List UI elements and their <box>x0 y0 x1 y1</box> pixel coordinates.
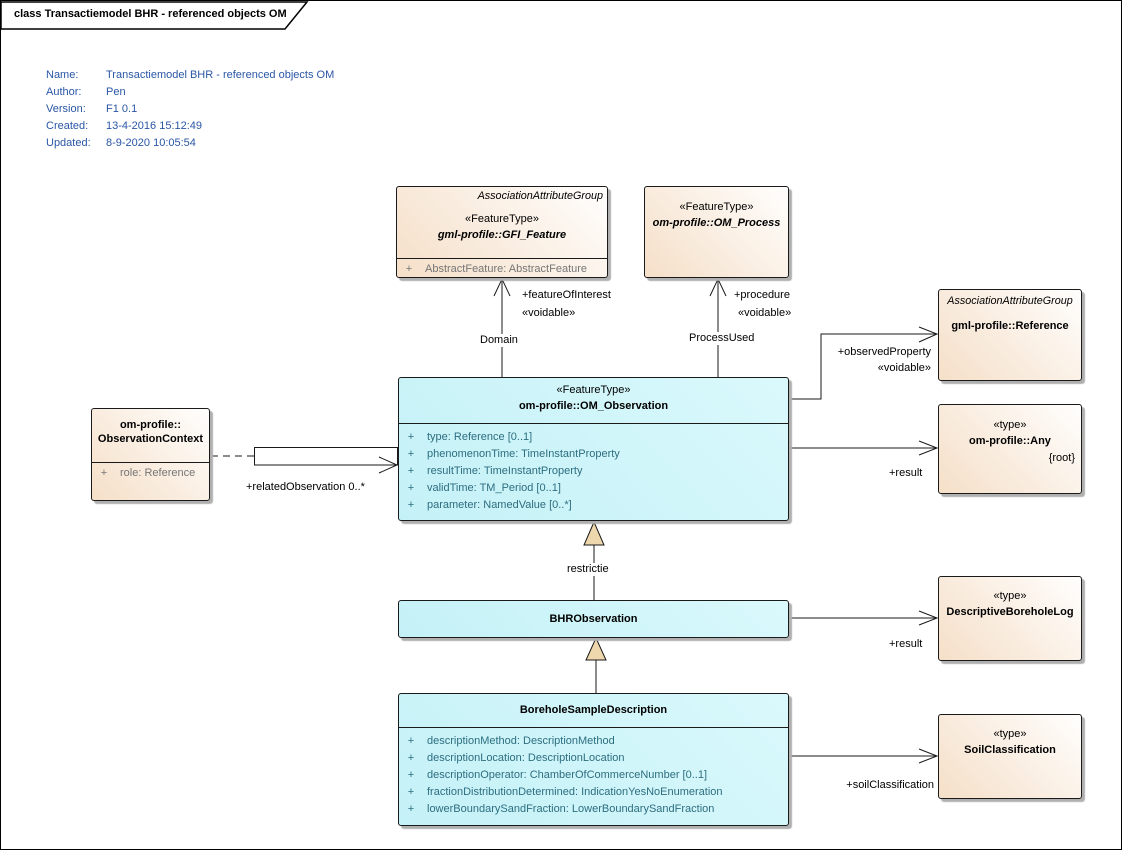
generalization-label-restrictie: restrictie <box>567 563 609 575</box>
attribute-row <box>399 446 788 463</box>
attribute-row <box>399 784 788 801</box>
attribute-text: fractionDistributionDetermined: IndicationYesNoEnumeration <box>427 786 723 798</box>
role-label-related-observation: +relatedObservation 0..* <box>246 481 365 493</box>
attribute-text: validTime: TM_Period [0..1] <box>427 482 561 494</box>
attribute-visibility: + <box>100 467 108 479</box>
association-name-process-used: ProcessUsed <box>689 332 755 344</box>
attribute-visibility: + <box>407 769 415 781</box>
association-feature-of-interest[interactable] <box>494 279 510 377</box>
association-soil-classification[interactable] <box>789 749 937 763</box>
metadata-row <box>46 67 334 84</box>
diagram-frame-title: class Transactiemodel BHR - referenced objects OM <box>14 8 287 20</box>
generalization-restrictie[interactable] <box>584 522 604 600</box>
association-result-observation[interactable] <box>789 441 937 455</box>
class-name: om-profile::OM_Observation <box>518 400 669 412</box>
class-name-line1: om-profile:: <box>119 419 182 431</box>
diagram-metadata <box>46 67 334 152</box>
attribute-text: phenomenonTime: TimeInstantProperty <box>427 448 620 460</box>
attribute-visibility: + <box>407 786 415 798</box>
role-label-procedure: +procedure <box>734 289 790 301</box>
attribute-text: type: Reference [0..1] <box>427 431 533 443</box>
metadata-row <box>46 101 334 118</box>
metadata-value: Transactiemodel BHR - referenced objects OM <box>106 69 335 81</box>
attribute-row <box>399 767 788 784</box>
class-borehole-sample-description[interactable] <box>398 693 789 826</box>
metadata-label: Created: <box>46 120 89 132</box>
attribute-row <box>399 480 788 497</box>
metadata-label: Name: <box>46 69 79 81</box>
metadata-value: 8-9-2020 10:05:54 <box>106 137 196 149</box>
attribute-visibility: + <box>407 752 415 764</box>
attribute-visibility: + <box>407 499 415 511</box>
class-annotation: AssociationAttributeGroup <box>477 190 603 202</box>
class-stereotype: «FeatureType» <box>465 213 539 225</box>
metadata-label: Author: <box>46 86 82 98</box>
class-stereotype: «type» <box>993 728 1027 740</box>
attribute-visibility: + <box>407 803 415 815</box>
attribute-row <box>399 750 788 767</box>
role-label-soil-classification: +soilClassification <box>846 779 934 791</box>
attribute-row <box>92 463 209 483</box>
attribute-text: descriptionLocation: DescriptionLocation <box>427 752 625 764</box>
class-annotation: AssociationAttributeGroup <box>947 295 1073 307</box>
role-label-result: +result <box>889 467 923 479</box>
class-om-any[interactable] <box>938 404 1082 494</box>
class-name: om-profile::OM_Process <box>652 217 781 229</box>
class-gml-reference[interactable] <box>938 289 1082 381</box>
attribute-row <box>399 429 788 446</box>
attribute-text: lowerBoundarySandFraction: LowerBoundarySandFraction <box>427 803 715 815</box>
attribute-text: resultTime: TimeInstantProperty <box>427 465 583 477</box>
stereotype-label-voidable: «voidable» <box>522 307 576 319</box>
attribute-row <box>399 801 788 818</box>
attribute-visibility: + <box>407 431 415 443</box>
attribute-row <box>399 733 788 750</box>
attribute-row <box>399 497 788 514</box>
class-bhr-observation[interactable] <box>398 600 789 638</box>
class-stereotype: «type» <box>993 419 1027 431</box>
metadata-row <box>46 118 334 135</box>
class-name: DescriptiveBoreholeLog <box>946 606 1074 618</box>
role-label-feature-of-interest: +featureOfInterest <box>522 289 611 301</box>
class-soil-classification[interactable] <box>938 714 1082 799</box>
generalization-borehole-sample[interactable] <box>586 638 606 693</box>
class-name: BoreholeSampleDescription <box>519 704 668 716</box>
class-gfi-feature[interactable] <box>396 186 608 278</box>
attribute-row <box>399 463 788 480</box>
attribute-text: descriptionMethod: DescriptionMethod <box>427 735 615 747</box>
association-related-observation[interactable] <box>211 448 398 474</box>
role-label-result-bhr: +result <box>889 638 923 650</box>
attribute-visibility: + <box>407 448 415 460</box>
stereotype-label-voidable: «voidable» <box>877 362 931 374</box>
attribute-text: role: Reference <box>120 467 196 479</box>
stereotype-label-voidable: «voidable» <box>738 307 792 319</box>
class-stereotype: «FeatureType» <box>556 384 631 396</box>
class-name: SoilClassification <box>964 744 1056 756</box>
attribute-visibility: + <box>407 482 415 494</box>
class-name: om-profile::Any <box>969 435 1051 447</box>
class-om-process[interactable] <box>644 186 789 278</box>
attribute-visibility: + <box>407 465 415 477</box>
attribute-row <box>397 259 607 279</box>
attribute-visibility: + <box>407 735 415 747</box>
attribute-text: AbstractFeature: AbstractFeature <box>425 263 588 275</box>
class-constraint: {root} <box>1048 452 1075 464</box>
class-name-line2: ObservationContext <box>97 433 204 445</box>
class-name: gml-profile::GFI_Feature <box>437 229 567 241</box>
class-om-observation[interactable] <box>398 377 789 521</box>
attribute-text: parameter: NamedValue [0..*] <box>427 499 572 511</box>
role-label-observed-property: +observedProperty <box>837 346 931 358</box>
class-observation-context[interactable] <box>91 408 210 501</box>
class-name: gml-profile::Reference <box>951 320 1069 332</box>
metadata-row <box>46 135 334 152</box>
attribute-text: descriptionOperator: ChamberOfCommerceNumber [0..1] <box>427 769 707 781</box>
class-stereotype: «FeatureType» <box>679 201 754 213</box>
class-name: BHRObservation <box>549 613 638 625</box>
metadata-label: Updated: <box>46 137 91 149</box>
metadata-row <box>46 84 334 101</box>
association-result-bhr[interactable] <box>789 611 937 625</box>
association-name-domain: Domain <box>480 334 518 346</box>
association-procedure[interactable] <box>710 279 726 377</box>
class-descriptive-borehole-log[interactable] <box>938 576 1082 661</box>
metadata-value: Pen <box>106 86 126 98</box>
metadata-value: 13-4-2016 15:12:49 <box>106 120 203 132</box>
metadata-value: F1 0.1 <box>106 103 138 115</box>
class-stereotype: «type» <box>993 590 1027 602</box>
attribute-visibility: + <box>405 263 413 275</box>
metadata-label: Version: <box>46 103 86 115</box>
